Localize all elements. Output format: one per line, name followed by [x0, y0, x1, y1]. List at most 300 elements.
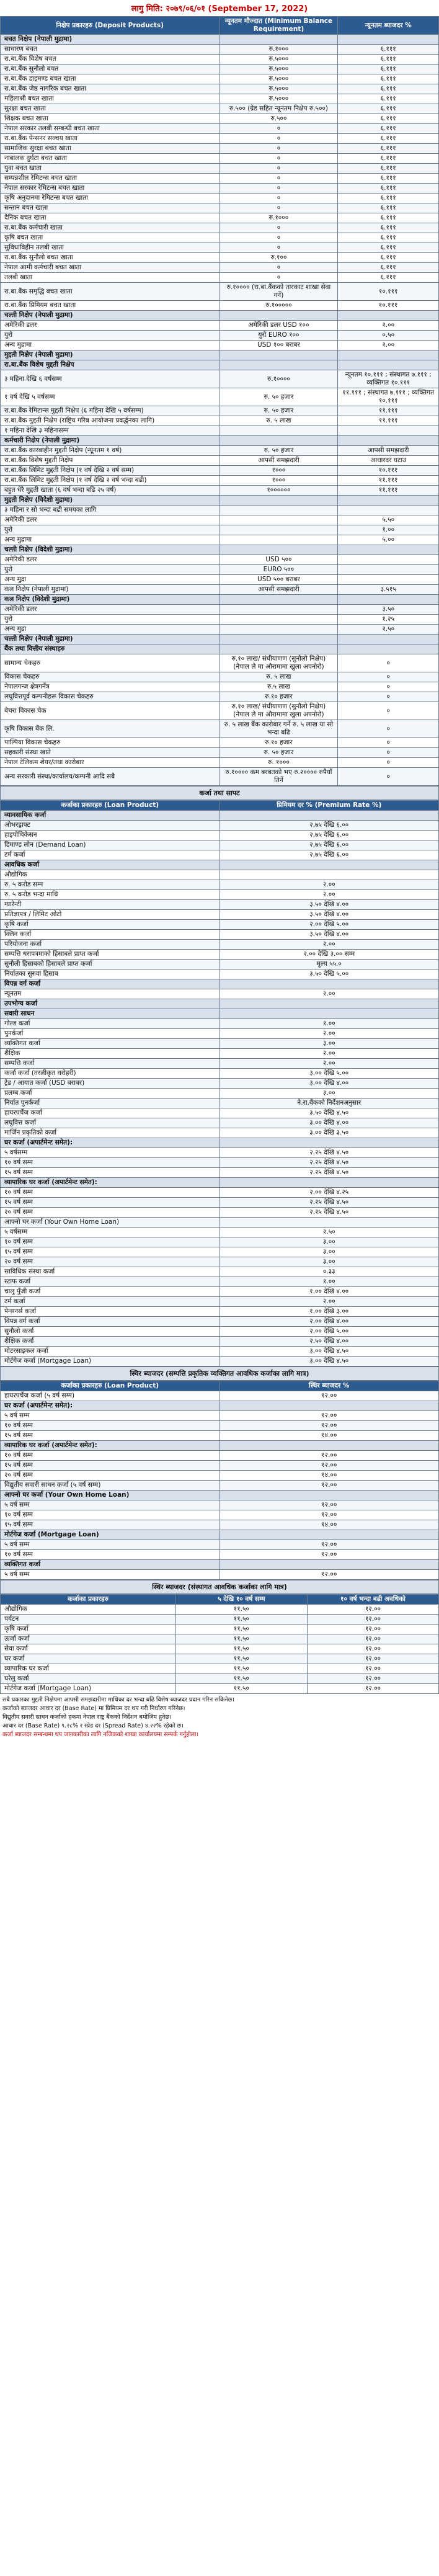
product-cell: १५ वर्ष सम्म [1, 1461, 220, 1471]
section-row [1, 1138, 439, 1148]
product-cell: रा.बा.बैंक प्रिमियम बचत खाता [1, 301, 220, 311]
value-cell: २.०० देखि ४.०० [220, 1317, 439, 1327]
table-row [1, 850, 439, 860]
value-cell [220, 350, 338, 360]
table-row [1, 466, 439, 476]
value-cell: ० [220, 194, 338, 203]
product-cell: आफ्नो घर कर्जा (Your Own Home Loan) [1, 1491, 220, 1500]
table-row [1, 273, 439, 283]
table-row [1, 1634, 439, 1644]
value-cell: ११.१११ [338, 476, 439, 486]
value-cell: रु. ५ लाख [220, 416, 338, 426]
table-row [1, 1570, 439, 1580]
product-cell: २० वर्ष सम्म [1, 1471, 220, 1481]
product-cell: अमेरिकी डलर [1, 605, 220, 615]
product-cell: १० वर्ष सम्म [1, 1188, 220, 1198]
product-cell: चल्ती निक्षेप (विदेशी मुद्रामा) [1, 545, 220, 555]
value-cell [220, 595, 338, 605]
product-cell: चालु पुँजी कर्जा [1, 1287, 220, 1297]
product-cell: २० वर्ष सम्म [1, 1257, 220, 1267]
value-cell [220, 360, 338, 370]
product-cell: चल्ती निक्षेप (नेपाली मुद्रामा) [1, 311, 220, 321]
product-cell: मोटरसाइकल कर्जा [1, 1347, 220, 1357]
table-row [1, 1510, 439, 1520]
table-row [1, 65, 439, 74]
fixed-loan-title: स्थिर ब्याजदर (सम्पत्ति प्रकृतिक व्यक्तिगत आवधिक कर्जाका लागि मात्र) [0, 1366, 439, 1381]
product-cell: कृषि अनुदानमा रेमिटन्स बचत खाता [1, 194, 220, 203]
value-cell: रु.१० लाख/ संघीयाणण (सुनौलो निक्षेप) (नेपाल ले मा औरामामा खुला अपनोरो) [220, 702, 338, 720]
value-cell: ६.१११ [338, 184, 439, 194]
product-cell: प्रलम्ब कर्जा [1, 1089, 220, 1099]
table-row [1, 1337, 439, 1347]
table-row [1, 768, 439, 786]
table-row [1, 654, 439, 672]
value-cell: १२.०० [307, 1634, 438, 1644]
table-row [1, 253, 439, 263]
value-cell [220, 1560, 439, 1570]
value-cell: USD ५०० बराबर [220, 575, 338, 585]
table-row [1, 1029, 439, 1039]
product-cell: ओभरड्राफ्ट [1, 821, 220, 831]
value-cell: १०.१११ [338, 283, 439, 301]
value-cell [220, 1491, 439, 1500]
value-cell: १२.०० [307, 1664, 438, 1674]
table-row [1, 1664, 439, 1674]
table-row [1, 1615, 439, 1624]
value-cell: ६.१११ [338, 253, 439, 263]
value-cell: रु.१००० [220, 213, 338, 223]
table-row [1, 625, 439, 635]
value-cell [338, 545, 439, 555]
value-cell: ६.१११ [338, 194, 439, 203]
table-row [1, 283, 439, 301]
table-row [1, 672, 439, 682]
value-cell: रु. ५० हजार [220, 406, 338, 416]
table-row [1, 416, 439, 426]
value-cell: १४.०० [220, 1431, 439, 1441]
value-cell: ० [220, 223, 338, 233]
table-row [1, 565, 439, 575]
value-cell [220, 1009, 439, 1019]
section-row [1, 595, 439, 605]
value-cell: २.०० [220, 940, 439, 950]
value-cell: २.७५ देखि ६.०० [220, 831, 439, 840]
product-cell: रा.बा.बैंक सुनौलो बचत खाता [1, 253, 220, 263]
table-row [1, 1684, 439, 1694]
value-cell: ११.१११ [338, 416, 439, 426]
value-cell: २.२५ देखि ४.५० [220, 1158, 439, 1168]
section-row [1, 979, 439, 989]
table-row [1, 585, 439, 595]
table-row [1, 134, 439, 144]
product-cell: कर्मचारी निक्षेप (नेपाली मुद्रामा) [1, 436, 220, 446]
value-cell: ११.५० [175, 1634, 307, 1644]
product-cell: रा.बा.बैंक डाइमण्ड बचत खाता [1, 74, 220, 84]
product-cell: न्यूनतम [1, 989, 220, 999]
table-row [1, 840, 439, 850]
value-cell: ११.५० [175, 1684, 307, 1694]
value-cell: ५.०० [338, 535, 439, 545]
table-row [1, 1128, 439, 1138]
value-cell: रु.५ लाख [220, 682, 338, 692]
value-cell: २.०० देखि ५.०० [220, 920, 439, 930]
value-cell: ६.१११ [338, 213, 439, 223]
product-cell: रा.बा.बैंक सुनौलो बचत [1, 65, 220, 74]
value-cell: रु. ५० हजार [220, 446, 338, 456]
product-cell: अन्य मुद्रा [1, 625, 220, 635]
section-row [1, 35, 439, 45]
table-row [1, 1148, 439, 1158]
deposit-table [0, 16, 439, 786]
product-cell: १५ वर्ष सम्म [1, 1168, 220, 1178]
table-row [1, 1347, 439, 1357]
table-row [1, 1039, 439, 1049]
product-cell: विपन्न वर्ग कर्जा [1, 979, 220, 989]
product-cell: युरो [1, 565, 220, 575]
product-cell: रा.बा.बैंक समृद्धि बचत खाता [1, 283, 220, 301]
table-row [1, 154, 439, 164]
value-cell: रु.१०० [220, 253, 338, 263]
table-row [1, 1357, 439, 1366]
table-row [1, 370, 439, 388]
value-cell: १.०० देखि ३.०० [220, 1307, 439, 1317]
table-row [1, 1198, 439, 1208]
value-cell: १.२५ [338, 615, 439, 625]
product-cell: परियोजना कर्जा [1, 940, 220, 950]
product-cell: १० वर्ष सम्म [1, 1158, 220, 1168]
table-row [1, 575, 439, 585]
value-cell [338, 426, 439, 436]
value-cell: ३.०० देखि ५.०० [220, 1069, 439, 1079]
loan-header-premium: प्रिमियम दर % (Premium Rate %) [220, 801, 439, 811]
table-row [1, 341, 439, 350]
value-cell [338, 555, 439, 565]
table-row [1, 45, 439, 55]
product-cell: कृषि कर्जा [1, 1624, 176, 1634]
product-cell: आफ्नो घर कर्जा (Your Own Home Loan) [1, 1218, 220, 1228]
value-cell: ६.१११ [338, 203, 439, 213]
fixed-loan-rows [1, 1391, 439, 1580]
product-cell: हायरपर्चेज कर्जा [1, 1108, 220, 1118]
product-cell: बहुत धेरै मुद्दती खाता (६ वर्ष भन्दा बढि २५ वर्ष) [1, 486, 220, 496]
product-cell: शैक्षिक [1, 1049, 220, 1059]
table-row [1, 940, 439, 950]
product-cell: ५ वर्ष सम्म [1, 1411, 220, 1421]
value-cell: २.२५ देखि ४.५० [220, 1168, 439, 1178]
value-cell: USD ५०० [220, 555, 338, 565]
product-cell: ५ वर्षसम्म [1, 1228, 220, 1237]
product-cell: रा.बा.बैंक लिमिट मुद्दती निक्षेप (१ वर्ष देखि २ वर्ष सम्म) [1, 466, 220, 476]
value-cell: रु.५००० [220, 55, 338, 65]
table-row [1, 989, 439, 999]
product-cell: घरेलु कर्जा [1, 1674, 176, 1684]
value-cell: २.०० देखि ४.२५ [220, 1188, 439, 1198]
product-cell: अन्य मुद्रामा [1, 535, 220, 545]
loan-header-product: कर्जाका प्रकारहरु (Loan Product) [1, 801, 220, 811]
product-cell: गोल्ड कर्जा [1, 1019, 220, 1029]
deposit-rows [1, 35, 439, 786]
table-row [1, 1287, 439, 1297]
value-cell: ११.१११ ; संस्थागत ७.१११ ; व्यक्तिगत १०.१११ [338, 388, 439, 406]
product-cell: घर कर्जा [1, 1654, 176, 1664]
value-cell: ३.५० देखि ४.०० [220, 930, 439, 940]
value-cell: आपसी समझदारी [220, 585, 338, 595]
product-cell: स्टाफ कर्जा [1, 1277, 220, 1287]
value-cell: ११.१११ [338, 406, 439, 416]
value-cell: रु.१००००० [220, 301, 338, 311]
value-cell [220, 870, 439, 880]
product-cell: १५ वर्ष सम्म [1, 1247, 220, 1257]
value-cell: १२.०० [307, 1644, 438, 1654]
value-cell: १२.०० [220, 1570, 439, 1580]
value-cell: ६.१११ [338, 55, 439, 65]
note-item: कर्जाको ब्याजदर आधार दर (Base Rate) मा प्रिमियम दर थप गरी निर्धारण गरिनेछ। [2, 1705, 185, 1712]
value-cell [338, 635, 439, 644]
product-cell: पर्यटन [1, 1615, 176, 1624]
table-row [1, 1391, 439, 1401]
section-row [1, 644, 439, 654]
table-row [1, 1168, 439, 1178]
value-cell: १२.०० [307, 1684, 438, 1694]
product-cell: निर्यात पुनर्कर्जा [1, 1099, 220, 1108]
product-cell: क्लिन कर्जा [1, 930, 220, 940]
table-row [1, 1069, 439, 1079]
section-row [1, 811, 439, 821]
value-cell: १२.०० [220, 1391, 439, 1401]
deposit-header-rate: न्यूनतम ब्याजदर % [338, 17, 439, 35]
table-row [1, 1624, 439, 1634]
value-cell: रु.५००० [220, 84, 338, 94]
table-row [1, 605, 439, 615]
product-cell: १५ वर्ष सम्म [1, 1520, 220, 1530]
value-cell: ३.५० देखि ४.५० [220, 1108, 439, 1118]
product-cell: व्यक्तिगत कर्जा [1, 1039, 220, 1049]
value-cell: आपसी समझदारी [220, 456, 338, 466]
fixed-loan2-title: स्थिर ब्याजदर (संस्थागत आवधिक कर्जाका लागि मात्र) [0, 1580, 439, 1594]
value-cell: मूल्य ५५.० [220, 960, 439, 969]
value-cell [220, 506, 338, 515]
table-row [1, 555, 439, 565]
fixed-loan-header-product: कर्जाका प्रकारहरु (Loan Product) [1, 1381, 220, 1391]
value-cell: ६.१११ [338, 164, 439, 174]
product-cell: हायरपर्चेज कर्जा (५ वर्ष सम्म) [1, 1391, 220, 1401]
value-cell [220, 1441, 439, 1451]
table-row [1, 1188, 439, 1198]
value-cell [220, 644, 338, 654]
table-row [1, 1049, 439, 1059]
product-cell: टर्म कर्जा [1, 850, 220, 860]
table-row [1, 446, 439, 456]
product-cell: अन्य मुद्रामा [1, 341, 220, 350]
value-cell: २.०० [220, 1049, 439, 1059]
value-cell: ६.१११ [338, 243, 439, 253]
product-cell: आवधिक कर्जा [1, 860, 220, 870]
product-cell: रु. ५ करोड सम्म [1, 880, 220, 890]
value-cell: ६.१११ [338, 174, 439, 184]
value-cell: १२.०० [307, 1615, 438, 1624]
product-cell: मुद्दती निक्षेप (विदेशी मुद्रामा) [1, 496, 220, 506]
product-cell: १० वर्ष सम्म [1, 1510, 220, 1520]
value-cell: ० [338, 682, 439, 692]
value-cell: रु. ५ लाख [220, 672, 338, 682]
value-cell: १२.०० [307, 1624, 438, 1634]
value-cell [220, 515, 338, 525]
value-cell: १.०० देखि ४.०० [220, 1287, 439, 1297]
product-cell: पुनर्कर्जा [1, 1029, 220, 1039]
value-cell [220, 1530, 439, 1540]
product-cell: व्यक्तिगत कर्जा [1, 1560, 220, 1570]
product-cell: सहकारी संस्था खाते [1, 748, 220, 758]
table-row [1, 1540, 439, 1550]
value-cell: रु.१० हजार [220, 692, 338, 702]
product-cell: पाल्पिया विकास चेकहरु [1, 738, 220, 748]
table-row [1, 969, 439, 979]
value-cell: १२.०० [220, 1451, 439, 1461]
deposit-header-product: निक्षेप प्रकारहरु (Deposit Products) [1, 17, 220, 35]
product-cell: तलबी खाता [1, 273, 220, 283]
table-row [1, 1520, 439, 1530]
table-row [1, 1267, 439, 1277]
table-row [1, 1228, 439, 1237]
value-cell: १.०० [220, 1277, 439, 1287]
loan-title: कर्जा तथा सापट [0, 786, 439, 800]
value-cell: २.०० देखि ३.०० सम्म [220, 950, 439, 960]
product-cell: व्यापारिक घर कर्जा [1, 1664, 176, 1674]
table-row [1, 1431, 439, 1441]
table-row [1, 1079, 439, 1089]
fixed-loan-header-rate: स्थिर ब्याजदर % [220, 1381, 439, 1391]
value-cell [220, 979, 439, 989]
table-row [1, 1644, 439, 1654]
table-row [1, 174, 439, 184]
product-cell: २० वर्ष सम्म [1, 1208, 220, 1218]
table-row [1, 1108, 439, 1118]
table-row [1, 910, 439, 920]
product-cell: टर्म कर्जा [1, 1297, 220, 1307]
value-cell: ६.१११ [338, 74, 439, 84]
table-row [1, 194, 439, 203]
value-cell: १०००००० [220, 486, 338, 496]
value-cell: ३.०० देखि ४.५० [220, 1347, 439, 1357]
table-row [1, 476, 439, 486]
product-cell: १ वर्ष देखि ५ वर्षसम्म [1, 388, 220, 406]
product-cell: कल निक्षेप (विदेशी मुद्रामा) [1, 595, 220, 605]
value-cell: USD १०० बराबर [220, 341, 338, 350]
product-cell: नेपाल सरकार रेमिटन्स बचत खाता [1, 184, 220, 194]
product-cell: कर्जा कर्जा (तरलीकृत धरोहरी) [1, 1069, 220, 1079]
product-cell: घर कर्जा (अपार्टमेन्ट समेत): [1, 1401, 220, 1411]
product-cell: ५ वर्षसम्म [1, 1148, 220, 1158]
table-row [1, 515, 439, 525]
product-cell: सम्पत्ति धरापत्रमाको हिसाबले प्राप्त कर्जा [1, 950, 220, 960]
value-cell: ६.१११ [338, 94, 439, 104]
table-row [1, 535, 439, 545]
table-row [1, 203, 439, 213]
product-cell: रु. ५ करोड भन्दा माथि [1, 890, 220, 900]
table-row [1, 1421, 439, 1431]
product-cell: कृषि बचत खाता [1, 233, 220, 243]
note-item: विद्युतीय सवारी साधन कर्जाको हकमा नेपाल राष्ट्र बैंकको निर्देशन बमोजिम हुनेछ। [2, 1714, 172, 1721]
value-cell: २.०० [220, 880, 439, 890]
product-cell: १० वर्ष सम्म [1, 1421, 220, 1431]
effective-date: लागु मिति: २०७९/०६/०१ (September 17, 2022) [131, 4, 308, 14]
value-cell [220, 860, 439, 870]
section-row [1, 496, 439, 506]
section-row [1, 360, 439, 370]
table-row [1, 692, 439, 702]
product-cell: बचत निक्षेप (नेपाली मुद्रामा) [1, 35, 220, 45]
value-cell [338, 350, 439, 360]
fixed-loan2-table [0, 1594, 439, 1694]
product-cell: रा.बा.बैंक कर्मचारी खाता [1, 223, 220, 233]
value-cell: ३.५१५ [338, 585, 439, 595]
value-cell: ११.५० [175, 1674, 307, 1684]
value-cell: २.२५ देखि ४.५० [220, 1148, 439, 1158]
table-row [1, 84, 439, 94]
table-row [1, 1451, 439, 1461]
value-cell: २.२५ देखि ४.५० [220, 1198, 439, 1208]
value-cell: रु.५०० (ग्रेड सहित न्यूनतम निक्षेप रु.५००) [220, 104, 338, 114]
section-row [1, 1441, 439, 1451]
value-cell: ० [338, 702, 439, 720]
table-row [1, 94, 439, 104]
value-cell: ५.५० [338, 515, 439, 525]
value-cell [220, 311, 338, 321]
product-cell: नेपाल सरकार तलबी सम्बन्धी बचत खाता [1, 124, 220, 134]
value-cell: रु.५०० [220, 114, 338, 124]
value-cell [220, 426, 338, 436]
value-cell: २.०० [220, 1297, 439, 1307]
table-row [1, 486, 439, 496]
value-cell: ११.५० [175, 1605, 307, 1615]
table-row [1, 104, 439, 114]
fixed-loan-table [0, 1381, 439, 1580]
product-cell: व्यापारिक घर कर्जा (अपार्टमेन्ट समेत): [1, 1441, 220, 1451]
table-row [1, 930, 439, 940]
value-cell: १०.१११ [338, 301, 439, 311]
product-cell: सवारी साधन [1, 1009, 220, 1019]
product-cell: सुनौली हिसाबको हिसाबले प्राप्त कर्जा [1, 960, 220, 969]
table-row [1, 1605, 439, 1615]
product-cell: मोर्टगेज कर्जा (Mortgage Loan) [1, 1530, 220, 1540]
value-cell: ६.१११ [338, 84, 439, 94]
product-cell: अन्य मुद्रा [1, 575, 220, 585]
section-row [1, 350, 439, 360]
value-cell: ११.५० [175, 1644, 307, 1654]
product-cell: सन्तान बचत खाता [1, 203, 220, 213]
product-cell: रा.बा.बैंक विशेष मुद्दती निक्षेप [1, 456, 220, 466]
value-cell: अमेरिकी डलर USD १०० [220, 321, 338, 331]
value-cell: १२.०० [220, 1540, 439, 1550]
table-row [1, 1500, 439, 1510]
value-cell: रु.५००० [220, 65, 338, 74]
fixed-loan2-header-10plus: १० वर्ष भन्दा बढी अवधिको [307, 1595, 438, 1605]
product-cell: ३ महिना देखि ६ वर्षसम्म [1, 370, 220, 388]
value-cell: ११.५० [175, 1624, 307, 1634]
product-cell: प्रतिज्ञापत्र / लिमिट ओटो [1, 910, 220, 920]
value-cell: रु.५००० [220, 94, 338, 104]
section-row [1, 1560, 439, 1570]
table-row [1, 900, 439, 910]
product-cell: शैक्षिक कर्जा [1, 1337, 220, 1347]
product-cell: सामान्य चेकहरु [1, 654, 220, 672]
value-cell [220, 1401, 439, 1411]
product-cell: कल निक्षेप (नेपाली मुद्रामा) [1, 585, 220, 595]
loan-rows [1, 811, 439, 1366]
product-cell: व्यावसायिक कर्जा [1, 811, 220, 821]
value-cell: १४.०० [220, 1520, 439, 1530]
section-row [1, 860, 439, 870]
